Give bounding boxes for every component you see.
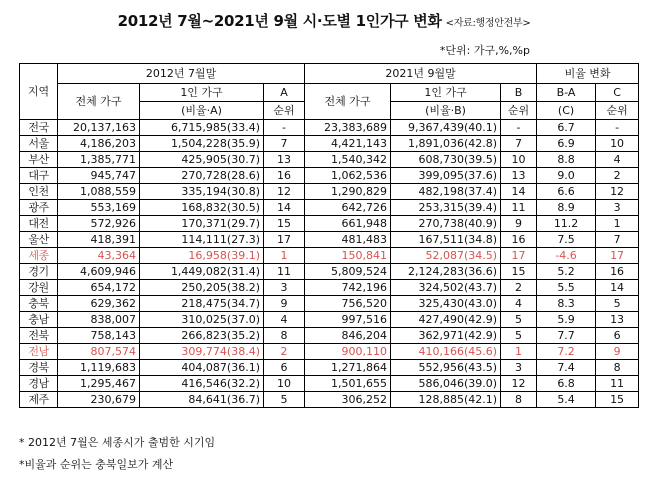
cell-region: 서울 <box>20 136 58 152</box>
table-row <box>20 216 639 232</box>
cell-rank-b: 14 <box>501 184 537 200</box>
cell-total-b: 23,383,689 <box>305 120 391 136</box>
cell-total-a: 553,169 <box>58 200 140 216</box>
cell-single-b: 2,124,283(36.6) <box>391 264 501 280</box>
header-diff: B-A <box>537 84 596 102</box>
cell-diff: 8.3 <box>537 296 596 312</box>
table-row <box>20 152 639 168</box>
cell-total-b: 997,516 <box>305 312 391 328</box>
cell-rank-c: 13 <box>596 312 639 328</box>
cell-diff: 8.9 <box>537 200 596 216</box>
cell-single-b: 9,367,439(40.1) <box>391 120 501 136</box>
cell-single-a: 309,774(38.4) <box>140 344 264 360</box>
header-single-b: 1인 가구 <box>391 84 501 102</box>
cell-rank-a: 11 <box>264 264 305 280</box>
cell-rank-a: 16 <box>264 168 305 184</box>
page-title <box>0 10 648 31</box>
cell-rank-b: 13 <box>501 168 537 184</box>
cell-rank-c: 10 <box>596 136 639 152</box>
cell-rank-a: 12 <box>264 184 305 200</box>
cell-single-a: 170,371(29.7) <box>140 216 264 232</box>
cell-region: 울산 <box>20 232 58 248</box>
cell-total-b: 1,290,829 <box>305 184 391 200</box>
cell-rank-a: - <box>264 120 305 136</box>
source-label: <자료:행정안전부> <box>445 18 531 29</box>
cell-region: 인천 <box>20 184 58 200</box>
cell-single-a: 416,546(32.2) <box>140 376 264 392</box>
cell-diff: 6.9 <box>537 136 596 152</box>
cell-total-a: 654,172 <box>58 280 140 296</box>
cell-total-a: 838,007 <box>58 312 140 328</box>
cell-total-b: 481,483 <box>305 232 391 248</box>
header-rank-a-label: 순위 <box>264 102 305 120</box>
cell-rank-c: 5 <box>596 296 639 312</box>
cell-rank-c: 4 <box>596 152 639 168</box>
unit-label: *단위: 가구,%,%p <box>439 44 530 57</box>
cell-total-b: 1,062,536 <box>305 168 391 184</box>
cell-single-b: 586,046(39.0) <box>391 376 501 392</box>
cell-rank-b: 5 <box>501 312 537 328</box>
header-diff-label: (C) <box>537 102 596 120</box>
table-row <box>20 200 639 216</box>
cell-region: 전남 <box>20 344 58 360</box>
cell-region: 광주 <box>20 200 58 216</box>
table-row <box>20 312 639 328</box>
cell-total-b: 642,726 <box>305 200 391 216</box>
table-header <box>20 64 639 120</box>
cell-total-a: 230,679 <box>58 392 140 408</box>
cell-single-b: 410,166(45.6) <box>391 344 501 360</box>
cell-rank-b: 10 <box>501 152 537 168</box>
cell-diff: 6.6 <box>537 184 596 200</box>
cell-rank-a: 1 <box>264 248 305 264</box>
cell-total-b: 4,421,143 <box>305 136 391 152</box>
cell-diff: 7.5 <box>537 232 596 248</box>
cell-diff: -4.6 <box>537 248 596 264</box>
cell-rank-a: 17 <box>264 232 305 248</box>
table-row <box>20 344 639 360</box>
cell-region: 제주 <box>20 392 58 408</box>
cell-rank-b: 8 <box>501 392 537 408</box>
cell-single-b: 482,198(37.4) <box>391 184 501 200</box>
cell-single-a: 250,205(38.2) <box>140 280 264 296</box>
cell-single-b: 608,730(39.5) <box>391 152 501 168</box>
header-ratio-change: 비율 변화 <box>537 64 639 84</box>
cell-rank-b: 11 <box>501 200 537 216</box>
cell-total-a: 4,609,946 <box>58 264 140 280</box>
cell-single-b: 324,502(43.7) <box>391 280 501 296</box>
cell-rank-b: 15 <box>501 264 537 280</box>
cell-diff: 6.7 <box>537 120 596 136</box>
cell-region: 전북 <box>20 328 58 344</box>
header-total-b: 전체 가구 <box>305 84 391 120</box>
table-row <box>20 296 639 312</box>
cell-rank-c: 2 <box>596 168 639 184</box>
note-item: *비율과 순위는 충북일보가 계산 <box>19 458 174 471</box>
cell-rank-b: 1 <box>501 344 537 360</box>
cell-rank-a: 10 <box>264 376 305 392</box>
cell-diff: 9.0 <box>537 168 596 184</box>
cell-rank-a: 4 <box>264 312 305 328</box>
cell-total-a: 945,747 <box>58 168 140 184</box>
cell-diff: 11.2 <box>537 216 596 232</box>
cell-rank-c: 17 <box>596 248 639 264</box>
cell-total-a: 1,088,559 <box>58 184 140 200</box>
cell-rank-c: 3 <box>596 200 639 216</box>
cell-single-b: 325,430(43.0) <box>391 296 501 312</box>
cell-region: 부산 <box>20 152 58 168</box>
cell-region: 경북 <box>20 360 58 376</box>
cell-rank-a: 9 <box>264 296 305 312</box>
cell-rank-b: - <box>501 120 537 136</box>
cell-single-a: 335,194(30.8) <box>140 184 264 200</box>
cell-diff: 6.8 <box>537 376 596 392</box>
cell-region: 대전 <box>20 216 58 232</box>
cell-single-b: 253,315(39.4) <box>391 200 501 216</box>
cell-total-b: 661,948 <box>305 216 391 232</box>
cell-diff: 7.2 <box>537 344 596 360</box>
cell-diff: 5.5 <box>537 280 596 296</box>
cell-rank-c: 6 <box>596 328 639 344</box>
cell-single-b: 52,087(34.5) <box>391 248 501 264</box>
header-period-b: 2021년 9월말 <box>305 64 537 84</box>
table-body <box>20 120 639 408</box>
cell-total-b: 1,271,864 <box>305 360 391 376</box>
cell-rank-c: - <box>596 120 639 136</box>
table-row <box>20 168 639 184</box>
cell-rank-a: 8 <box>264 328 305 344</box>
cell-total-b: 5,809,524 <box>305 264 391 280</box>
cell-total-a: 629,362 <box>58 296 140 312</box>
cell-total-b: 306,252 <box>305 392 391 408</box>
cell-diff: 5.9 <box>537 312 596 328</box>
table-row <box>20 264 639 280</box>
cell-single-a: 310,025(37.0) <box>140 312 264 328</box>
table-row <box>20 376 639 392</box>
table-row <box>20 392 639 408</box>
cell-single-b: 1,891,036(42.8) <box>391 136 501 152</box>
cell-region: 경남 <box>20 376 58 392</box>
cell-diff: 8.8 <box>537 152 596 168</box>
cell-rank-a: 2 <box>264 344 305 360</box>
cell-single-b: 270,738(40.9) <box>391 216 501 232</box>
cell-rank-b: 17 <box>501 248 537 264</box>
cell-rank-b: 7 <box>501 136 537 152</box>
cell-single-b: 399,095(37.6) <box>391 168 501 184</box>
cell-rank-b: 3 <box>501 360 537 376</box>
cell-total-a: 4,186,203 <box>58 136 140 152</box>
cell-rank-a: 7 <box>264 136 305 152</box>
cell-rank-c: 14 <box>596 280 639 296</box>
cell-rank-a: 14 <box>264 200 305 216</box>
table-row <box>20 184 639 200</box>
cell-rank-c: 15 <box>596 392 639 408</box>
table-row <box>20 248 639 264</box>
cell-total-a: 758,143 <box>58 328 140 344</box>
table-row <box>20 328 639 344</box>
cell-region: 충남 <box>20 312 58 328</box>
table-row <box>20 360 639 376</box>
cell-rank-b: 12 <box>501 376 537 392</box>
cell-rank-c: 11 <box>596 376 639 392</box>
header-period-a: 2012년 7월말 <box>58 64 305 84</box>
cell-total-a: 418,391 <box>58 232 140 248</box>
cell-single-a: 114,111(27.3) <box>140 232 264 248</box>
cell-total-a: 20,137,163 <box>58 120 140 136</box>
cell-rank-b: 2 <box>501 280 537 296</box>
cell-region: 경기 <box>20 264 58 280</box>
cell-rank-c: 9 <box>596 344 639 360</box>
header-single-b-ratio: (비율·B) <box>391 102 501 120</box>
cell-single-a: 270,728(28.6) <box>140 168 264 184</box>
cell-single-a: 1,504,228(35.9) <box>140 136 264 152</box>
household-table <box>19 63 639 408</box>
cell-single-b: 362,971(42.9) <box>391 328 501 344</box>
cell-single-a: 1,449,082(31.4) <box>140 264 264 280</box>
cell-region: 강원 <box>20 280 58 296</box>
cell-region: 세종 <box>20 248 58 264</box>
header-rank-b: B <box>501 84 537 102</box>
cell-single-a: 16,958(39.1) <box>140 248 264 264</box>
header-region: 지역 <box>20 64 58 120</box>
cell-single-b: 552,956(43.5) <box>391 360 501 376</box>
cell-rank-c: 8 <box>596 360 639 376</box>
cell-single-b: 427,490(42.9) <box>391 312 501 328</box>
cell-rank-a: 5 <box>264 392 305 408</box>
title-text: 2012년 7월~2021년 9월 시·도별 1인가구 변화 <box>117 12 442 30</box>
cell-single-a: 404,087(36.1) <box>140 360 264 376</box>
table-row <box>20 120 639 136</box>
cell-rank-c: 1 <box>596 216 639 232</box>
notes <box>19 432 215 476</box>
cell-rank-c: 7 <box>596 232 639 248</box>
header-rank-c: C <box>596 84 639 102</box>
cell-rank-a: 13 <box>264 152 305 168</box>
cell-total-a: 1,119,683 <box>58 360 140 376</box>
cell-diff: 5.2 <box>537 264 596 280</box>
cell-single-a: 266,823(35.2) <box>140 328 264 344</box>
cell-single-a: 168,832(30.5) <box>140 200 264 216</box>
cell-total-b: 150,841 <box>305 248 391 264</box>
header-total-a: 전체 가구 <box>58 84 140 120</box>
cell-total-b: 742,196 <box>305 280 391 296</box>
cell-rank-c: 12 <box>596 184 639 200</box>
header-rank-b-label: 순위 <box>501 102 537 120</box>
cell-total-a: 572,926 <box>58 216 140 232</box>
cell-region: 전국 <box>20 120 58 136</box>
cell-single-a: 6,715,985(33.4) <box>140 120 264 136</box>
cell-total-a: 807,574 <box>58 344 140 360</box>
cell-rank-c: 16 <box>596 264 639 280</box>
cell-rank-b: 5 <box>501 328 537 344</box>
cell-diff: 7.4 <box>537 360 596 376</box>
cell-total-b: 1,501,655 <box>305 376 391 392</box>
header-rank-a: A <box>264 84 305 102</box>
table-row <box>20 136 639 152</box>
cell-single-b: 128,885(42.1) <box>391 392 501 408</box>
cell-diff: 5.4 <box>537 392 596 408</box>
cell-rank-a: 6 <box>264 360 305 376</box>
cell-rank-b: 9 <box>501 216 537 232</box>
cell-single-a: 425,905(30.7) <box>140 152 264 168</box>
cell-single-a: 218,475(34.7) <box>140 296 264 312</box>
cell-total-a: 1,295,467 <box>58 376 140 392</box>
cell-region: 충북 <box>20 296 58 312</box>
cell-diff: 7.7 <box>537 328 596 344</box>
cell-single-a: 84,641(36.7) <box>140 392 264 408</box>
cell-rank-a: 3 <box>264 280 305 296</box>
header-single-a-ratio: (비율·A) <box>140 102 264 120</box>
header-rank-c-label: 순위 <box>596 102 639 120</box>
cell-total-b: 756,520 <box>305 296 391 312</box>
cell-single-b: 167,511(34.8) <box>391 232 501 248</box>
cell-total-b: 846,204 <box>305 328 391 344</box>
note-item: * 2012년 7월은 세종시가 출범한 시기임 <box>19 436 216 449</box>
table-row <box>20 280 639 296</box>
cell-total-a: 1,385,771 <box>58 152 140 168</box>
cell-rank-b: 16 <box>501 232 537 248</box>
cell-rank-b: 4 <box>501 296 537 312</box>
cell-rank-a: 15 <box>264 216 305 232</box>
cell-total-b: 1,540,342 <box>305 152 391 168</box>
cell-region: 대구 <box>20 168 58 184</box>
table-row <box>20 232 639 248</box>
header-single-a: 1인 가구 <box>140 84 264 102</box>
cell-total-b: 900,110 <box>305 344 391 360</box>
cell-total-a: 43,364 <box>58 248 140 264</box>
